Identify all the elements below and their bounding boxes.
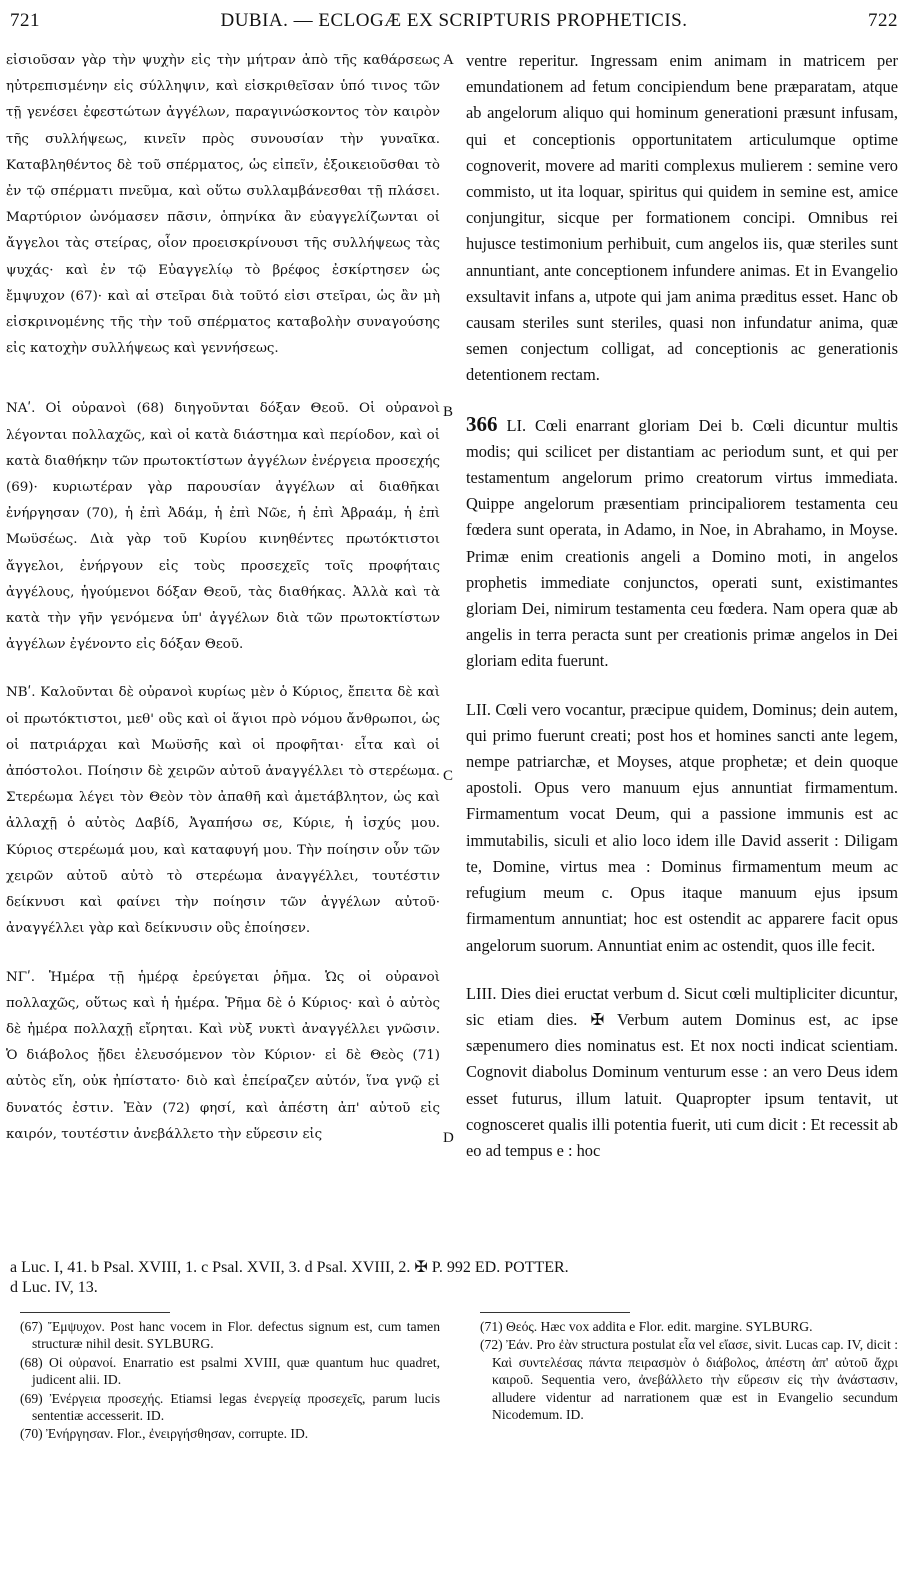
editor-notes-left bbox=[20, 1318, 440, 1444]
latin-section-51-text: LI. Cœli enarrant gloriam Dei b. Cœli dicuntur multis modis; qui scilicet per distantiam ac periodum sunt, et qui per testamentum angelorum primo creatorum virtus immediata. Quippe angelorum præsentiam principaliorem testamenta ceu fœdera sunt operata, in Adamo, in Noe, in Abrahamo, in Moyse. Primæ enim creationis angeli a Domino moti, in angelos prophetis immediate conjunctos, operati sunt, existimantes gloriam Dei, nimirum testamenta ceu fœdera. Nam opera quæ ab angelis in terra peracta sunt per creationis primæ angelos in Dei gloriam edita fuerunt. bbox=[466, 415, 898, 671]
notes-divider-left bbox=[20, 1312, 170, 1313]
page-marker-366: 366 bbox=[466, 411, 498, 436]
note-70: (70) Ἐνήργησαν. Flor., ἐνειργήσθησαν, corrupte. ID. bbox=[20, 1426, 309, 1442]
running-title: DUBIA. — ECLOGÆ EX SCRIPTURIS PROPHETICIS. bbox=[220, 10, 688, 31]
editor-notes-right bbox=[480, 1318, 898, 1424]
note-68: (68) Οἱ οὐρανοί. Enarratio est psalmi XVIII, quæ quantum huc quadret, judicent alii. ID. bbox=[20, 1354, 440, 1388]
greek-section-51: ΝΑʹ. Οἱ οὐρανοὶ (68) διηγοῦνται δόξαν Θεοῦ. Οἱ οὐρανοὶ λέγονται πολλαχῶς, καὶ οἱ κατὰ διάστημα καὶ περίοδον, καὶ οἱ κατὰ διαθήκην τῶν πρωτοκτίστων ἀγγέλων ἐνέργεια προσεχής (69)· κυριωτέραν γὰρ παρουσίαν ἀγγέλων αἱ διαθῆκαι ἐνήργησαν (70), ἡ ἐπὶ Ἀδάμ, ἡ ἐπὶ Νῶε, ἡ ἐπὶ Ἀβραάμ, ἡ ἐπὶ Μωϋσέως. Διὰ γὰρ τοῦ Κυρίου κινηθέντες πρωτόκτιστοι ἄγγελοι, ἐνήργουν εἰς τοὺς προσεχεῖς τοῖς προφήταις ἀγγέλους, ἡγούμενοι δόξαν Θεοῦ, τὰς διαθήκας. Ἀλλὰ καὶ τὰ κατὰ τὴν γῆν γενόμενα ὑπ' ἀγγέλων διὰ τῶν πρωτοκτίστων ἀγγέλων ἐγένοντο εἰς δόξαν Θεοῦ. bbox=[6, 401, 440, 653]
page-number-right: 722 bbox=[868, 10, 898, 31]
notes-divider-right bbox=[480, 1312, 630, 1313]
latin-paragraph-intro: ventre reperitur. Ingressam enim animam in matricem per emundationem ad fetum concipiendum bene præparatam, atque ab angelorum aliquo qui hominum generationi præsunt infusam, qui et conceptionis opportunitatem articulumque optime cognoverit, movere ad mariti complexus mulierem : semine vero commisto, ut ita loquar, spiritus qui quidem in semine est, amice conjungitur, sicque per formationem concipi. Omnibus rei hujusce testimonium perhibuit, cum angelos iis, quæ steriles sunt annuntiant, ante conceptionem infundere animas. Et in Evangelio exsultavit infans a, utpote qui jam anima præditus esset. Hanc ob causam steriles sunt steriles, quasi non infundatur anima, quæ semen conjectum colligat, ad conceptionis ac generationis detentionem rectam. bbox=[466, 51, 898, 385]
note-69: (69) Ἐνέργεια προσεχής. Etiamsi legas ἐνεργείᾳ προσεχεῖς, parum lucis sententiæ accesserit. ID. bbox=[20, 1390, 440, 1424]
greek-section-53: ΝΓʹ. Ἡμέρα τῇ ἡμέρᾳ ἐρεύγεται ῥῆμα. Ὡς οἱ οὐρανοὶ πολλαχῶς, οὕτως καὶ ἡ ἡμέρα. Ῥῆμα δὲ ὁ Κύριος· καὶ ὁ αὐτὸς δὲ ἡμέρα πολλαχῇ εἴρηται. Καὶ νὺξ νυκτὶ ἀναγγέλλει γνῶσιν. Ὁ διάβολος ᾔδει ἐλευσόμενον τὸν Κύριον· εἰ δὲ Θεὸς (71) αὐτὸς εἴη, οὐκ ἠπίστατο· διὸ καὶ ἐπείραζεν αὐτόν, ἵνα γνῷ εἰ δυνατός ἐστιν. Ἐὰν (72) φησί, καὶ ἀπέστη ἀπ' αὐτοῦ εἰς καιρόν, τουτέστιν ἀνεβάλλετο τὴν εὕρεσιν εἰς bbox=[6, 969, 440, 1142]
margin-letter-b: B bbox=[443, 404, 454, 420]
latin-section-52: LII. Cœli vero vocantur, præcipue quidem, Dominus; dein autem, qui primo fuerunt creati; post hos et homines sancti ante legem, nempe patriarchæ, et Moyses, atque prophetæ; et dein quoque apostoli. Opus vero manuum ejus annuntiat firmamentum. Firmamentum vocat Deum, qui a passione immunis est ac immutabilis, siculi et alio loco idem ille David asserit : Diligam te, Domine, virtus mea : Dominus firmamentum meum ac refugium meum c. Opus itaque manuum ejus ipsum firmamentum annuntiat; hoc est ostendit ac apparere facit opus angelorum suorum. Annuntiat enim ac ostendit, quos ille fecit. bbox=[466, 699, 898, 955]
page-header bbox=[10, 10, 898, 40]
scripture-footnotes bbox=[10, 1258, 898, 1298]
note-72: (72) Ἐάν. Pro ἐὰν structura postulat εἶα vel εἴασε, sivit. Lucas cap. IV, dicit : Καὶ συντελέσας πάντα πειρασμὸν ὁ διάβολος, ἀπέστη ἀπ' αὐτοῦ ἄχρι καιροῦ. Sequentia vero, ἀνεβάλλετο τὴν εὕρεσιν εἰς τὴν ἀνάστασιν, alludere videntur ad narrationem quæ est in Evangelio secundum Nicodemum. ID. bbox=[480, 1337, 898, 1423]
footnote-line-1: a Luc. I, 41. b Psal. XVIII, 1. c Psal. XVII, 3. d Psal. XVIII, 2. ✠ P. 992 ED. POTTER. bbox=[10, 1259, 569, 1276]
note-67: (67) Ἔμψυχον. Post hanc vocem in Flor. defectus signum est, cum tamen structuræ nihil desit. SYLBURG. bbox=[20, 1319, 440, 1352]
greek-paragraph-intro: εἰσιοῦσαν γὰρ τὴν ψυχὴν εἰς τὴν μήτραν ἀπὸ τῆς καθάρσεως ηὐτρεπισμένην εἰς σύλληψιν, καὶ εἰσκριθεῖσαν ὑπό τινος τῶν τῇ γενέσει ἐφεστώτων ἀγγέλων, παραγινώσκοντος τὸν καιρὸν τῆς συλλήψεως, κινεῖν πρὸς συνουσίαν τὴν γυναῖκα. Καταβληθέντος δὲ τοῦ σπέρματος, ὡς εἰπεῖν, ἐξοικειοῦσθαι τὸ ἐν τῷ σπέρματι πνεῦμα, καὶ οὕτω συλλαμβάνεσθαι τῇ πλάσει. Μαρτύριον ὠνόμασεν πᾶσιν, ὁπηνίκα ἂν εὐαγγελίζωνται οἱ ἄγγελοι τὰς στείρας, οἷον προεισκρίνουσι τῆς συλλήψεως τὰς ψυχάς· καὶ ἐν τῷ Εὐαγγελίῳ τὸ βρέφος ἐσκίρτησεν ὡς ἔμψυχον (67)· καὶ αἱ στεῖραι διὰ τοῦτό εἰσι στεῖραι, ὡς ἂν μὴ εἰσκρινομένης τῆς τὴν τοῦ σπέρματος καταβολὴν συναγούσης εἰς κατοχὴν συλλήψεως καὶ γεννήσεως. bbox=[6, 53, 440, 357]
margin-letter-c: C bbox=[443, 768, 454, 784]
latin-section-51 bbox=[466, 411, 898, 675]
footnote-line-2: d Luc. IV, 13. bbox=[10, 1279, 98, 1296]
page-number-left: 721 bbox=[10, 10, 40, 31]
greek-column bbox=[6, 48, 440, 1170]
greek-section-52: ΝΒʹ. Καλοῦνται δὲ οὐρανοὶ κυρίως μὲν ὁ Κύριος, ἔπειτα δὲ καὶ οἱ πρωτόκτιστοι, μεθ' οὓς καὶ οἱ ἅγιοι πρὸ νόμου ἄνθρωποι, ὡς οἱ πατριάρχαι καὶ Μωϋσῆς καὶ οἱ προφῆται· εἶτα καὶ οἱ ἀπόστολοι. Ποίησιν δὲ χειρῶν αὐτοῦ ἀναγγέλλει τὸ στερέωμα. Στερέωμα λέγει τὸν Θεὸν τὸν ἀπαθῆ καὶ ἀμετάβλητον, ὡς καὶ ἀλλαχῇ ὁ αὐτὸς Δαβίδ, Ἀγαπήσω σε, Κύριε, ἡ ἰσχύς μου. Κύριος στερέωμά μου, καὶ καταφυγή μου. Τὴν ποίησιν οὖν τῶν χειρῶν αὐτοῦ αὐτὸ τὸ στερέωμα ἀναγγέλλει, τουτέστιν δείκνυσι καὶ φαίνει τὴν ποίησιν τῶν ἀγγέλων αὐτοῦ· ἀναγγέλλει γὰρ καὶ δείκνυσιν οὓς ἐποίησεν. bbox=[6, 685, 440, 937]
note-71: (71) Θεός. Hæc vox addita e Flor. edit. margine. SYLBURG. bbox=[480, 1319, 813, 1334]
latin-section-53: LIII. Dies diei eructat verbum d. Sicut cœli multipliciter dicuntur, sic etiam dies. ✠ Verbum autem Dominus est, ac ipse sæpenumero dies nominatus est. Et nox nocti indicat scientiam. Cognovit diabolus Dominum venturum esse : an vero Deus idem esset futurus, illum latuit. Quapropter ipsum tentavit, ut cognosceret qualis illi potentia fuerit, uti cum dicit : Et recessit ab eo ad tempus e : hoc bbox=[466, 983, 898, 1160]
margin-letter-d: D bbox=[443, 1130, 454, 1146]
margin-letter-a: A bbox=[443, 52, 454, 68]
latin-column bbox=[466, 48, 898, 1186]
